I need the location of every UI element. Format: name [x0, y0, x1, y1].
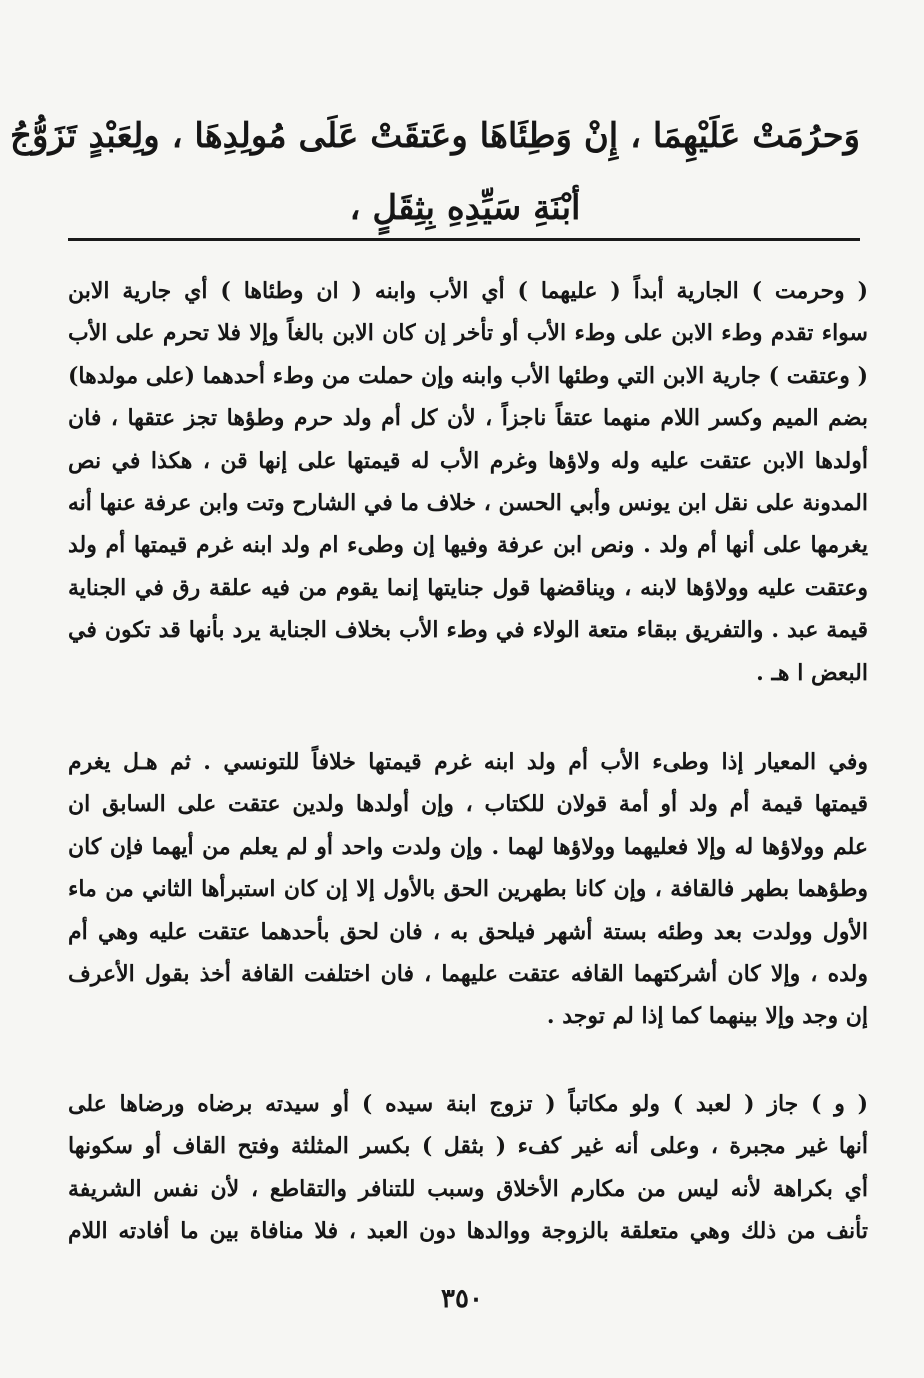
text-line: بضم الميم وكسر اللام منهما عتقاً ناجزاً ، لأن كل أم ولد حرم وطؤها تجز عتقها ، فان: [68, 405, 868, 432]
text-line: أنها غير مجبرة ، وعلى أنه غير كفء ( بثقل ) بكسر المثلثة وفتح القاف أو سكونها: [68, 1133, 868, 1160]
heading-divider: [68, 238, 860, 241]
text-line: وفي المعيار إذا وطىء الأب أم ولد ابنه غرم قيمتها خلافاً للتونسي . ثم هـل يغرم: [68, 749, 868, 775]
text-line: سواء تقدم وطء الابن على وطء الأب أو تأخر إن كان الابن بالغاً وإلا فلا تحرم على الأب: [68, 320, 868, 347]
verse-heading: [10, 100, 860, 244]
text-line: إن وجد وإلا بينهما كما إذا لم توجد .: [546, 1003, 868, 1030]
text-line: علم وولاؤها له وإلا فعليهما وولاؤها لهما . وإن ولدت واحد أو لم يعلم من أيهما فإن كان: [68, 833, 868, 860]
text-line: الأول وولدت بعد وطئه بستة أشهر فيلحق به ، فان لحق بأحدهما عتقت عليه وهي أم: [68, 918, 868, 945]
heading-line-2: أبْنَةِ سَيِّدِهِ بِثِقَلٍ ،: [349, 188, 581, 228]
text-line: ( و ) جاز ( لعبد ) ولو مكاتباً ( تزوج ابنة سيده ) أو سيدته برضاه ورضاها على: [68, 1091, 868, 1117]
text-line: يغرمها على أنها أم ولد . ونص ابن عرفة وفيها إن وطىء ام ولد ابنه غرم قيمتها أم ولد: [68, 532, 868, 559]
page-number: ٣٥٠: [441, 1284, 483, 1314]
text-line: ولده ، وإلا كان أشركتهما القافه عتقت عليهما ، فان اختلفت القافة أخذ بقول الأعرف: [68, 960, 868, 987]
text-line: المدونة على نقل ابن يونس وأبي الحسن ، خلاف ما في الشارح وتت وابن عرفة عنها أنه: [68, 489, 868, 516]
text-line: وعتقت عليه وولاؤها لابنه ، ويناقضها قول جنايتها إنما يقوم من فيه علقة رق في الجناية: [68, 574, 868, 601]
text-line: أي بكراهة لأنه ليس من مكارم الأخلاق وسبب للتنافر والتقاطع ، لأن نفس الشريفة: [68, 1175, 868, 1202]
text-line: ( وحرمت ) الجارية أبداً ( عليهما ) أي الأب وابنه ( ان وطئاها ) أي جارية الابن: [68, 278, 868, 304]
text-line: تأنف من ذلك وهي متعلقة بالزوجة ووالدها دون العبد ، فلا منافاة بين ما أفادته اللام: [68, 1218, 868, 1245]
commentary-paragraph-1: [68, 270, 868, 694]
text-line: وطؤهما بطهر فالقافة ، وإن كانا بطهرين الحق بالأول إلا إن كان استبرأها الثاني من ماء: [68, 876, 868, 903]
text-line: قيمتها قيمة أم ولد أو أمة قولان للكتاب ، وإن أولدها ولدين عتقت على السابق ان: [68, 791, 868, 818]
text-line: ( وعتقت ) جارية الابن التي وطئها الأب وابنه وإن حملت من وطء أحدهما (على مولدها): [68, 362, 868, 389]
text-line: قيمة عبد . والتفريق ببقاء متعة الولاء في وطء الأب بخلاف الجناية يرد بأنها قد تكون في: [68, 617, 868, 644]
text-line: البعض ا هـ .: [756, 659, 868, 686]
commentary-paragraph-2: [68, 741, 868, 1038]
commentary-paragraph-3: [68, 1083, 868, 1253]
text-line: أولدها الابن عتقت عليه وله ولاؤها وغرم الأب له قيمتها على إنها قن ، هكذا في نص: [68, 447, 868, 474]
heading-line-1: وَحرُمَتْ عَلَيْهِمَا ، إِنْ وَطِئَاهَا وعَتقَتْ عَلَى مُولِدِهَا ، ولِعَبْدٍ تَزَوُّجُ: [10, 116, 860, 156]
